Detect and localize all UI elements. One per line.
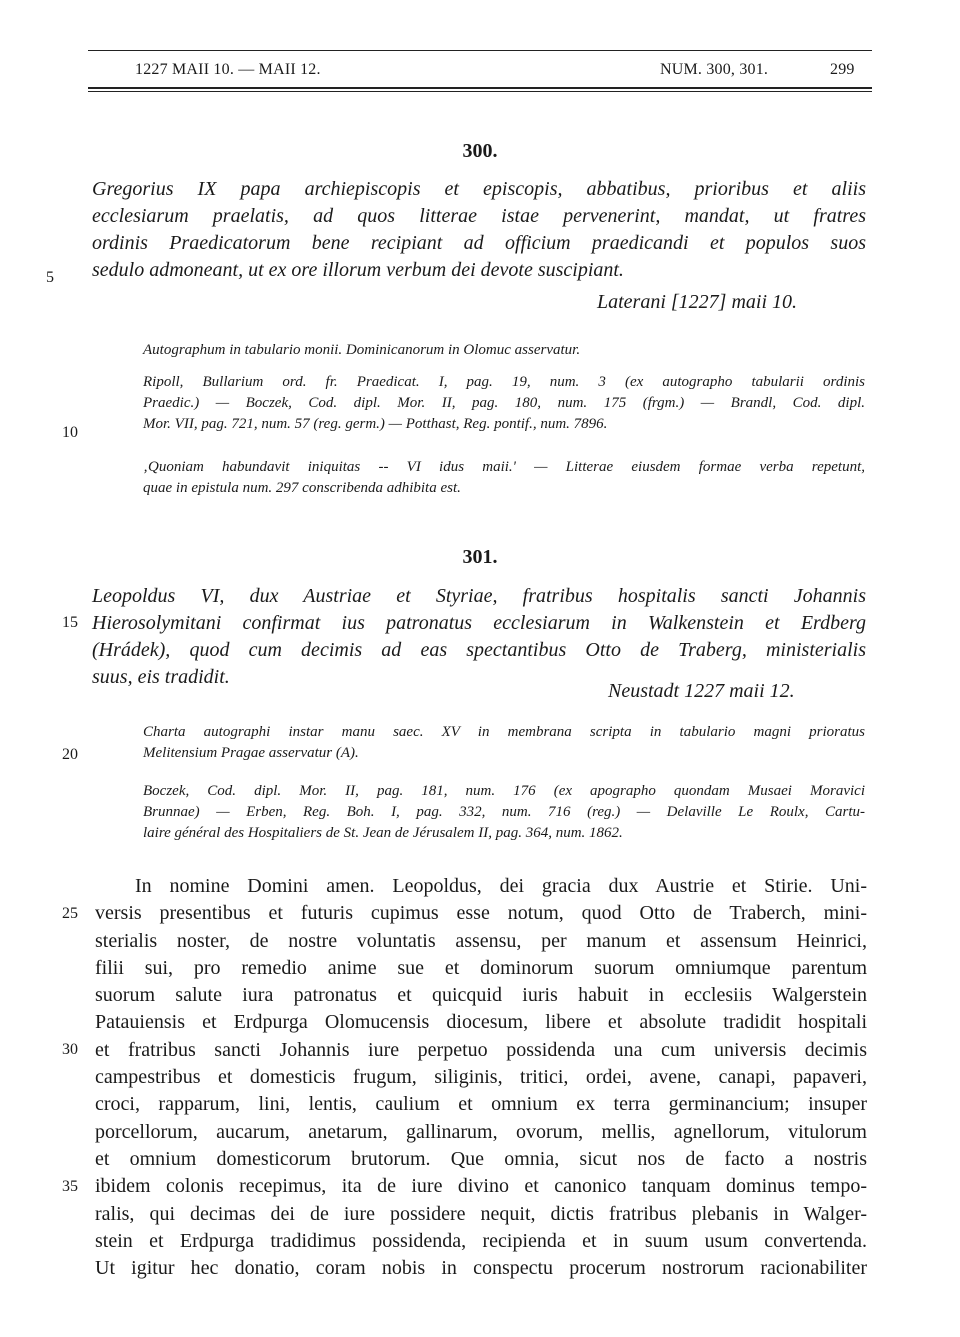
header-rule-top — [88, 50, 872, 51]
text-line: ralis, qui decimas dei de iure possidere nequit, dictis fratribus plebanis in Walger- — [95, 1202, 867, 1225]
note-line: Brunnae) — Erben, Reg. Boh. I, pag. 332, num. 716 (reg.) — Delaville Le Roulx, Cartu- — [143, 804, 865, 820]
regest-300 — [92, 176, 866, 284]
text-line: stein et Erdpurga tradidimus possidenda, recipienda et in suum usum convertenda. — [95, 1229, 867, 1252]
line-number: 15 — [62, 614, 78, 631]
note-301-editions — [143, 781, 865, 844]
line-number: 35 — [62, 1178, 78, 1195]
header-rule-bottom-thin — [88, 91, 872, 92]
note-line: laire général des Hospitaliers de St. Jean de Jérusalem II, pag. 364, num. 1862. — [143, 825, 623, 841]
note-line: Boczek, Cod. dipl. Mor. II, pag. 181, num. 176 (ex apographo quondam Musaei Moravici — [143, 783, 865, 799]
running-head-center: NUM. 300, 301. — [660, 61, 769, 78]
place-date-301: Neustadt 1227 maii 12. — [608, 680, 795, 702]
line-number: 10 — [62, 424, 78, 441]
text-line: In nomine Domini amen. Leopoldus, dei gracia dux Austrie et Stirie. Uni- — [135, 875, 867, 897]
note-300-incipit — [143, 457, 865, 499]
text-line: ibidem colonis recepimus, ita de iure divino et canonico tanquam dominus tempo- — [95, 1175, 867, 1198]
regest-line: ordinis Praedicatorum bene recipiant ad officium praedicandi et populos suos — [92, 232, 866, 254]
line-number: 25 — [62, 905, 78, 922]
text-line: filii sui, pro remedio anime sue et dominorum suorum omniumque parentum — [95, 956, 867, 979]
charter-text-301 — [95, 873, 867, 1282]
text-line: suorum salute iura patronatus et quicquid iuris habuit in ecclesiis Walgerstein — [95, 984, 867, 1007]
line-number: 30 — [62, 1041, 78, 1058]
note-300-editions — [143, 372, 865, 435]
note-301-charta — [143, 722, 865, 764]
regest-line: sedulo admoneant, ut ex ore illorum verbum dei devote suscipiant. — [92, 259, 624, 281]
line-number: 20 — [62, 746, 78, 763]
place-date-300: Laterani [1227] maii 10. — [597, 291, 798, 313]
regest-line: (Hrádek), quod cum decimis ad eas spectantibus Otto de Traberg, ministerialis — [92, 639, 866, 661]
regest-line: Hierosolymitani confirmat ius patronatus ecclesiarum in Walkenstein et Erdberg — [92, 612, 866, 634]
running-head-left: 1227 MAII 10. — MAII 12. — [135, 61, 321, 78]
note-line: ‚Quoniam habundavit iniquitas -- VI idus maii.' — Litterae eiusdem formae verba repetunt, — [143, 459, 865, 475]
text-line: Ut igitur hec donatio, coram nobis in conspectu procerum nostrorum racionabiliter — [95, 1257, 867, 1280]
text-line: campestribus et domesticis frugum, siliginis, tritici, ordei, avene, canapi, papaveri, — [95, 1066, 867, 1089]
text-line: et omnium domesticorum brutorum. Que omnia, sicut nos de facto a nostris — [95, 1147, 867, 1170]
text-line: porcellorum, aucarum, anetarum, gallinarum, ovorum, mellis, agnellorum, vitulorum — [95, 1120, 867, 1143]
regest-line: ecclesiarum praelatis, ad quos litterae istae pervenerint, mandat, ut fratres — [92, 205, 866, 227]
regest-301 — [92, 583, 866, 691]
note-line: Autographum in tabulario monii. Dominicanorum in Olomuc asservatur. — [143, 342, 581, 358]
line-number: 5 — [46, 269, 54, 286]
regest-line: Gregorius IX papa archiepiscopis et episcopis, abbatibus, prioribus et aliis — [92, 178, 866, 200]
note-line: Charta autographi instar manu saec. XV in membrana scripta in tabulario magni prioratus — [143, 724, 865, 740]
regest-line: Leopoldus VI, dux Austriae et Styriae, fratribus hospitalis sancti Johannis — [92, 585, 866, 607]
note-line: Ripoll, Bullarium ord. fr. Praedicat. I, pag. 19, num. 3 (ex autographo tabularii ordinis — [143, 374, 865, 390]
text-line: croci, rapparum, lini, lentis, caulium et omnium ex terra germinancium; insuper — [95, 1093, 867, 1116]
page-number: 299 — [830, 61, 855, 78]
text-line: et fratribus sancti Johannis iure perpetuo possidenda una cum universis decimis — [95, 1038, 867, 1061]
note-line: Melitensium Pragae asservatur (A). — [143, 745, 359, 761]
text-line: Patauiensis et Erdpurga Olomucensis diocesum, libere et absolute tradidit hospitali — [95, 1011, 867, 1034]
document-number-300: 300. — [462, 140, 498, 162]
regest-line: suus, eis tradidit. — [92, 666, 230, 688]
note-line: Mor. VII, pag. 721, num. 57 (reg. germ.) — Potthast, Reg. pontif., num. 7896. — [143, 416, 608, 432]
document-number-301: 301. — [462, 546, 498, 568]
text-line: sterialis noster, de nostre voluntatis assensu, per manum et assensum Heinrici, — [95, 929, 867, 952]
header-rule-bottom — [88, 87, 872, 89]
note-300-autograph — [143, 340, 865, 361]
note-line: Praedic.) — Boczek, Cod. dipl. Mor. II, pag. 180, num. 175 (frgm.) — Brandl, Cod. dipl. — [143, 395, 865, 411]
text-line: versis presentibus et futuris cupimus esse notum, quod Otto de Traberch, mini- — [95, 902, 867, 925]
note-line: quae in epistula num. 297 conscribenda adhibita est. — [143, 480, 461, 496]
